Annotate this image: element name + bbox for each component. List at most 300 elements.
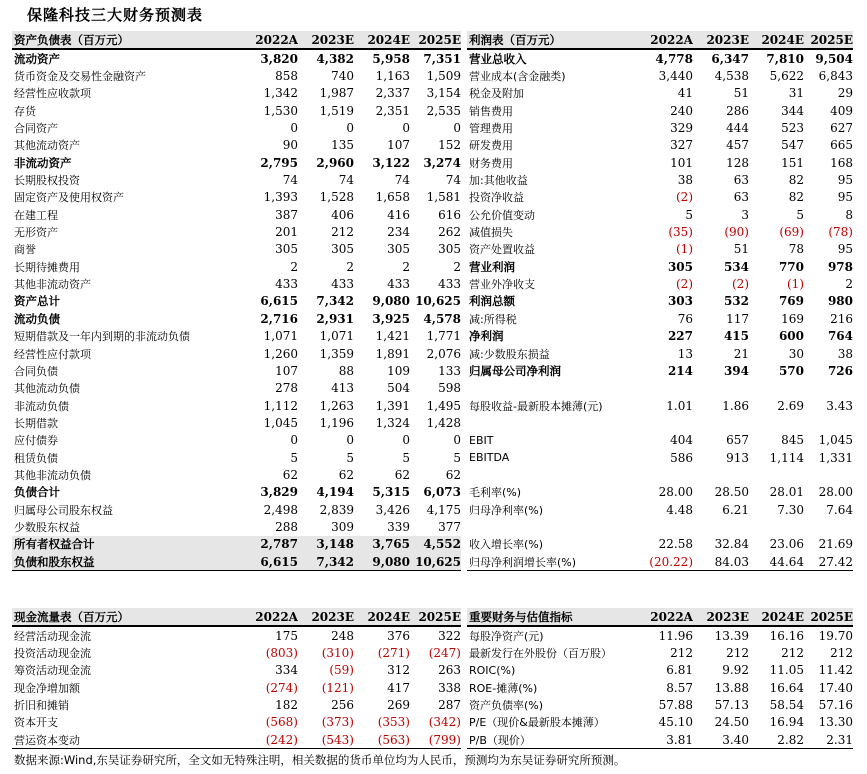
row-value: 1,260 xyxy=(263,346,298,361)
row-value: (90) xyxy=(724,225,749,240)
row-value: 327 xyxy=(670,138,693,153)
row-value xyxy=(635,466,693,483)
row-value: 58.54 xyxy=(769,698,804,713)
table-header-label: 重要财务与估值指标 xyxy=(467,608,635,626)
row-value xyxy=(693,466,749,483)
row-label: 销售费用 xyxy=(469,104,513,118)
row-value: 6,615 xyxy=(260,294,298,309)
row-label: 长期股权投资 xyxy=(14,174,80,188)
row-value: 4,538 xyxy=(714,69,749,84)
row-label: 营业利润 xyxy=(469,259,515,274)
row-value: 9,080 xyxy=(372,294,410,309)
row-value xyxy=(804,466,853,483)
row-value: 394 xyxy=(723,363,749,378)
row-value: 4,175 xyxy=(426,502,461,517)
row-label: P/B（现价） xyxy=(467,731,635,749)
year-header: 2024E xyxy=(354,31,410,49)
table-row xyxy=(12,154,461,171)
table-row xyxy=(12,380,461,397)
table-row xyxy=(467,85,853,102)
row-value: 78 xyxy=(788,242,804,257)
row-value: 406 xyxy=(331,207,354,222)
table-row xyxy=(467,206,853,223)
row-label: 折旧和摊销 xyxy=(14,699,69,713)
year-header: 2023E xyxy=(298,608,354,626)
row-label: 长期借款 xyxy=(14,416,58,430)
row-value: 416 xyxy=(387,207,410,222)
row-value: 21 xyxy=(733,346,749,361)
row-label: 减:少数股东损益 xyxy=(469,347,550,361)
table-row xyxy=(467,362,853,379)
row-label: 合同资产 xyxy=(14,122,58,136)
table-row xyxy=(467,518,853,535)
source-note: 数据来源:Wind,东吴证券研究所，全文如无特殊注明，相关数据的货币单位均为人民币，预测均为东吴证券研究所预测。 xyxy=(14,753,626,767)
table-row xyxy=(467,553,853,571)
row-value: 1,495 xyxy=(426,398,461,413)
row-label: 减值损失 xyxy=(469,226,513,240)
table-row xyxy=(12,345,461,362)
row-label: 长期待摊费用 xyxy=(14,260,80,274)
row-label: ROE-摊薄(%) xyxy=(469,681,538,695)
row-value: (563) xyxy=(354,731,410,749)
row-label xyxy=(467,414,635,431)
row-value: 1,359 xyxy=(319,346,354,361)
row-value: 7,810 xyxy=(766,51,804,66)
row-label: 非流动负债 xyxy=(14,399,69,413)
row-value: 1,987 xyxy=(319,86,354,101)
row-value: 858 xyxy=(275,69,298,84)
row-value: 2,787 xyxy=(260,537,298,552)
row-value: 84.03 xyxy=(693,553,749,571)
row-value: 534 xyxy=(723,259,749,274)
row-value: 2,716 xyxy=(260,311,298,326)
row-value: 1,581 xyxy=(426,190,461,205)
row-value: 4.48 xyxy=(666,502,693,517)
row-value: 9,080 xyxy=(354,553,410,571)
row-value: 305 xyxy=(275,242,298,257)
row-value: 74 xyxy=(338,173,354,188)
row-value: 1,324 xyxy=(375,415,410,430)
row-label: 流动资产 xyxy=(14,51,60,66)
table-row xyxy=(467,449,853,466)
row-value: 212 xyxy=(781,646,804,661)
row-value: 3,829 xyxy=(260,485,298,500)
row-value: 4,382 xyxy=(316,51,354,66)
row-value: 4,194 xyxy=(316,485,354,500)
row-value: 1,045 xyxy=(263,415,298,430)
row-value: 0 xyxy=(290,433,298,448)
row-value: 4,778 xyxy=(655,51,693,66)
row-value: 309 xyxy=(331,519,354,534)
row-value: 212 xyxy=(726,646,749,661)
row-label: 应付债券 xyxy=(14,434,58,448)
row-value: 82 xyxy=(788,190,804,205)
row-value: 28.00 xyxy=(658,485,693,500)
table-row xyxy=(12,67,461,84)
row-value: 24.50 xyxy=(714,715,749,730)
row-value: 305 xyxy=(667,259,693,274)
row-value: 9,504 xyxy=(815,51,853,66)
row-label: 筹资活动现金流 xyxy=(14,664,91,678)
row-value: 6,073 xyxy=(423,485,461,500)
table-row xyxy=(467,275,853,292)
row-label: 非流动资产 xyxy=(14,155,72,170)
row-value xyxy=(635,518,693,535)
row-value: 5 xyxy=(402,450,410,465)
row-value: 76 xyxy=(677,311,693,326)
row-label: 营业总收入 xyxy=(469,51,527,66)
row-label: 营业外净收支 xyxy=(469,278,535,292)
table-row xyxy=(12,275,461,292)
row-value: 570 xyxy=(778,363,804,378)
year-header: 2025E xyxy=(804,608,853,626)
row-label: 归属母公司净利润 xyxy=(469,363,561,378)
row-value: 62 xyxy=(338,467,354,482)
table-row xyxy=(467,137,853,154)
row-label: 投资活动现金流 xyxy=(14,647,91,661)
row-label: 管理费用 xyxy=(469,122,513,136)
row-value: 532 xyxy=(723,294,749,309)
row-value: 117 xyxy=(726,311,749,326)
table-row xyxy=(467,484,853,501)
row-value: 269 xyxy=(387,698,410,713)
row-value: 286 xyxy=(726,103,749,118)
row-value: 212 xyxy=(331,225,354,240)
row-value: 57.16 xyxy=(818,698,853,713)
table-header-row xyxy=(467,31,853,49)
table-row xyxy=(12,189,461,206)
row-value xyxy=(749,518,804,535)
row-value: 598 xyxy=(438,381,461,396)
row-label: 负债合计 xyxy=(14,485,60,500)
row-value: 344 xyxy=(781,103,804,118)
row-value: 22.58 xyxy=(658,537,693,552)
row-label: 财务费用 xyxy=(469,156,513,170)
table-row xyxy=(467,466,853,483)
row-value: 107 xyxy=(387,138,410,153)
table-row xyxy=(12,397,461,414)
row-value: 13 xyxy=(677,346,693,361)
table-header-row xyxy=(467,608,853,626)
table-row xyxy=(467,662,853,679)
table-header-row xyxy=(12,31,461,49)
row-value: 227 xyxy=(667,329,693,344)
table-row xyxy=(467,258,853,275)
row-value: 2,337 xyxy=(375,86,410,101)
table-row xyxy=(467,432,853,449)
row-value: 2 xyxy=(453,259,461,274)
table-row xyxy=(467,536,853,553)
year-header: 2022A xyxy=(635,31,693,49)
row-value: 0 xyxy=(453,433,461,448)
table-row xyxy=(12,293,461,310)
row-label: 资产负债率(%) xyxy=(469,699,544,713)
year-header: 2023E xyxy=(298,31,354,49)
row-value: 41 xyxy=(677,86,693,101)
row-value: 3,765 xyxy=(372,537,410,552)
row-value: (274) xyxy=(265,680,298,695)
row-value: 457 xyxy=(726,138,749,153)
row-value: 109 xyxy=(387,363,410,378)
row-value: 152 xyxy=(438,138,461,153)
row-value: 23.06 xyxy=(769,537,804,552)
row-value: 17.40 xyxy=(818,680,853,695)
row-label: 减:所得税 xyxy=(469,312,517,326)
row-value: 263 xyxy=(438,663,461,678)
row-value: 13.39 xyxy=(714,628,749,643)
row-value: 1,045 xyxy=(818,433,853,448)
table-header-label: 现金流量表（百万元） xyxy=(12,608,239,626)
table-row xyxy=(467,731,853,749)
row-label: 短期借款及一年内到期的非流动负债 xyxy=(14,330,190,344)
row-label: 公允价值变动 xyxy=(469,208,535,222)
table-header-label: 利润表（百万元） xyxy=(467,31,635,49)
row-value: 1,071 xyxy=(319,329,354,344)
table-row xyxy=(467,119,853,136)
row-value: 240 xyxy=(670,103,693,118)
table-row xyxy=(467,223,853,240)
row-value: 2,931 xyxy=(316,311,354,326)
row-value: (35) xyxy=(668,225,693,240)
row-value xyxy=(804,414,853,431)
row-label: EBITDA xyxy=(469,451,510,465)
year-header: 2025E xyxy=(410,31,461,49)
table-row xyxy=(467,293,853,310)
table-row xyxy=(12,644,461,661)
row-value: 1,163 xyxy=(375,69,410,84)
row-value: 415 xyxy=(723,329,749,344)
row-value: 28.00 xyxy=(818,485,853,500)
row-label: P/E（现价&最新股本摊薄） xyxy=(469,716,605,730)
row-value: 13.30 xyxy=(818,715,853,730)
table-header-row xyxy=(12,608,461,626)
table-row xyxy=(12,536,461,553)
row-value: (543) xyxy=(298,731,354,749)
row-value: 1,421 xyxy=(375,329,410,344)
row-value xyxy=(693,414,749,431)
row-value: 2,498 xyxy=(263,502,298,517)
row-value: (1) xyxy=(787,277,804,292)
row-value: 3.81 xyxy=(635,731,693,749)
row-value: 7,342 xyxy=(298,553,354,571)
row-value: 2.82 xyxy=(749,731,804,749)
row-value: 0 xyxy=(290,121,298,136)
row-value: 95 xyxy=(837,242,853,257)
row-value: 101 xyxy=(670,155,693,170)
row-label: 最新发行在外股份（百万股） xyxy=(469,647,612,661)
row-value: 248 xyxy=(331,628,354,643)
row-value: (568) xyxy=(265,715,298,730)
row-value: 3,426 xyxy=(375,502,410,517)
table-header-label: 资产负债表（百万元） xyxy=(12,31,239,49)
year-header: 2022A xyxy=(239,31,298,49)
row-value: 28.50 xyxy=(714,485,749,500)
table-row xyxy=(12,696,461,713)
row-value: 201 xyxy=(275,225,298,240)
row-value: 1,519 xyxy=(319,103,354,118)
row-value: (342) xyxy=(428,715,461,730)
row-label: 加:其他收益 xyxy=(469,174,528,188)
row-value: 44.64 xyxy=(749,553,804,571)
row-label: 现金净增加额 xyxy=(14,681,80,695)
row-value: 7.64 xyxy=(826,502,853,517)
table-row xyxy=(467,626,853,644)
row-value: (310) xyxy=(321,646,354,661)
table-row xyxy=(467,241,853,258)
row-value: 31 xyxy=(788,86,804,101)
table-row xyxy=(12,310,461,327)
row-value: (271) xyxy=(377,646,410,661)
row-value: 2,960 xyxy=(316,155,354,170)
row-label: 货币资金及交易性金融资产 xyxy=(14,70,146,84)
row-value: 740 xyxy=(331,69,354,84)
table-row xyxy=(12,449,461,466)
row-label: 商誉 xyxy=(14,243,36,257)
row-label: 资本开支 xyxy=(14,716,58,730)
row-value: 90 xyxy=(282,138,298,153)
year-header: 2025E xyxy=(410,608,461,626)
table-row xyxy=(467,644,853,661)
row-value: 62 xyxy=(394,467,410,482)
table-row xyxy=(12,362,461,379)
row-label: 利润总额 xyxy=(469,294,515,309)
row-value: 627 xyxy=(830,121,853,136)
row-value: 11.42 xyxy=(818,663,853,678)
row-value: 256 xyxy=(331,698,354,713)
row-value: 51 xyxy=(733,242,749,257)
row-value: (78) xyxy=(828,225,853,240)
row-value: 3 xyxy=(741,207,749,222)
table-row xyxy=(12,731,461,749)
row-value: 262 xyxy=(438,225,461,240)
table-row xyxy=(467,380,853,397)
row-value: 2.69 xyxy=(777,398,804,413)
row-value: 329 xyxy=(670,121,693,136)
row-value: 4,552 xyxy=(423,537,461,552)
row-value: 19.70 xyxy=(818,628,853,643)
row-value: 845 xyxy=(781,433,804,448)
row-label: 其他流动资产 xyxy=(14,139,80,153)
row-value: 74 xyxy=(445,173,461,188)
row-value: 214 xyxy=(667,363,693,378)
row-value: 82 xyxy=(788,173,804,188)
row-value: 1,428 xyxy=(426,415,461,430)
row-value: 616 xyxy=(438,207,461,222)
row-label: 经营性应付款项 xyxy=(14,347,91,361)
row-value: 95 xyxy=(837,173,853,188)
table-row xyxy=(467,189,853,206)
row-label: 归属母公司股东权益 xyxy=(14,503,113,517)
row-value: 0 xyxy=(346,433,354,448)
row-label: 其他流动负债 xyxy=(14,382,80,396)
row-label: 毛利率(%) xyxy=(469,486,522,500)
row-value: 16.16 xyxy=(769,628,804,643)
row-value: 212 xyxy=(670,646,693,661)
table-row xyxy=(12,49,461,67)
row-label: 资产总计 xyxy=(14,294,60,309)
row-value: 3,820 xyxy=(260,51,298,66)
row-value: 30 xyxy=(788,346,804,361)
row-value: 57.88 xyxy=(658,698,693,713)
table-row xyxy=(12,501,461,518)
row-value: 5,315 xyxy=(372,485,410,500)
row-value: 769 xyxy=(778,294,804,309)
income-statement-table xyxy=(467,31,853,571)
row-value: 913 xyxy=(726,450,749,465)
row-value: 504 xyxy=(387,381,410,396)
row-value: 322 xyxy=(438,628,461,643)
row-label: 流动负债 xyxy=(14,311,60,326)
row-value: 3,148 xyxy=(316,537,354,552)
row-value: 88 xyxy=(338,363,354,378)
row-value: 2.31 xyxy=(804,731,853,749)
row-value xyxy=(804,380,853,397)
table-row xyxy=(467,67,853,84)
row-value: 62 xyxy=(445,467,461,482)
table-row xyxy=(12,518,461,535)
row-value: 10,625 xyxy=(410,553,461,571)
row-value: 6,843 xyxy=(818,69,853,84)
row-value: 63 xyxy=(733,173,749,188)
row-label: 投资净收益 xyxy=(469,191,524,205)
row-value: 1.86 xyxy=(722,398,749,413)
row-value: 10,625 xyxy=(415,294,461,309)
row-label xyxy=(467,466,635,483)
row-value: 1.01 xyxy=(666,398,693,413)
row-value: 547 xyxy=(781,138,804,153)
row-value: 169 xyxy=(781,311,804,326)
table-row xyxy=(467,501,853,518)
row-value: 2 xyxy=(845,277,853,292)
row-value: (242) xyxy=(239,731,298,749)
row-label: 租赁负债 xyxy=(14,451,58,465)
year-header: 2022A xyxy=(239,608,298,626)
row-label: 少数股东权益 xyxy=(14,520,80,534)
valuation-indicators-table xyxy=(467,608,853,749)
row-value: 305 xyxy=(331,242,354,257)
balance-sheet-table xyxy=(12,31,461,571)
row-value: 305 xyxy=(387,242,410,257)
row-value: 1,393 xyxy=(263,190,298,205)
row-label: 负债和股东权益 xyxy=(12,553,239,571)
row-label xyxy=(467,518,635,535)
row-value: 665 xyxy=(830,138,853,153)
row-value: 9.92 xyxy=(722,663,749,678)
row-value: 978 xyxy=(827,259,853,274)
row-value: 5 xyxy=(685,207,693,222)
row-value: 168 xyxy=(830,155,853,170)
table-row xyxy=(12,171,461,188)
row-label: 归母净利率(%) xyxy=(469,503,544,517)
row-label: 净利润 xyxy=(469,329,504,344)
row-value: 16.64 xyxy=(769,680,804,695)
row-value: 133 xyxy=(438,363,461,378)
row-value: 339 xyxy=(387,519,410,534)
row-value: 338 xyxy=(438,680,461,695)
row-value: 404 xyxy=(670,433,693,448)
row-value: 175 xyxy=(275,628,298,643)
row-value: 433 xyxy=(331,277,354,292)
row-value: 387 xyxy=(275,207,298,222)
row-value: 6,615 xyxy=(239,553,298,571)
table-row xyxy=(467,397,853,414)
row-label: 合同负债 xyxy=(14,364,58,378)
table-row xyxy=(467,171,853,188)
row-value: 2,076 xyxy=(426,346,461,361)
year-header: 2022A xyxy=(635,608,693,626)
row-value: 135 xyxy=(331,138,354,153)
row-value: 3,154 xyxy=(426,86,461,101)
